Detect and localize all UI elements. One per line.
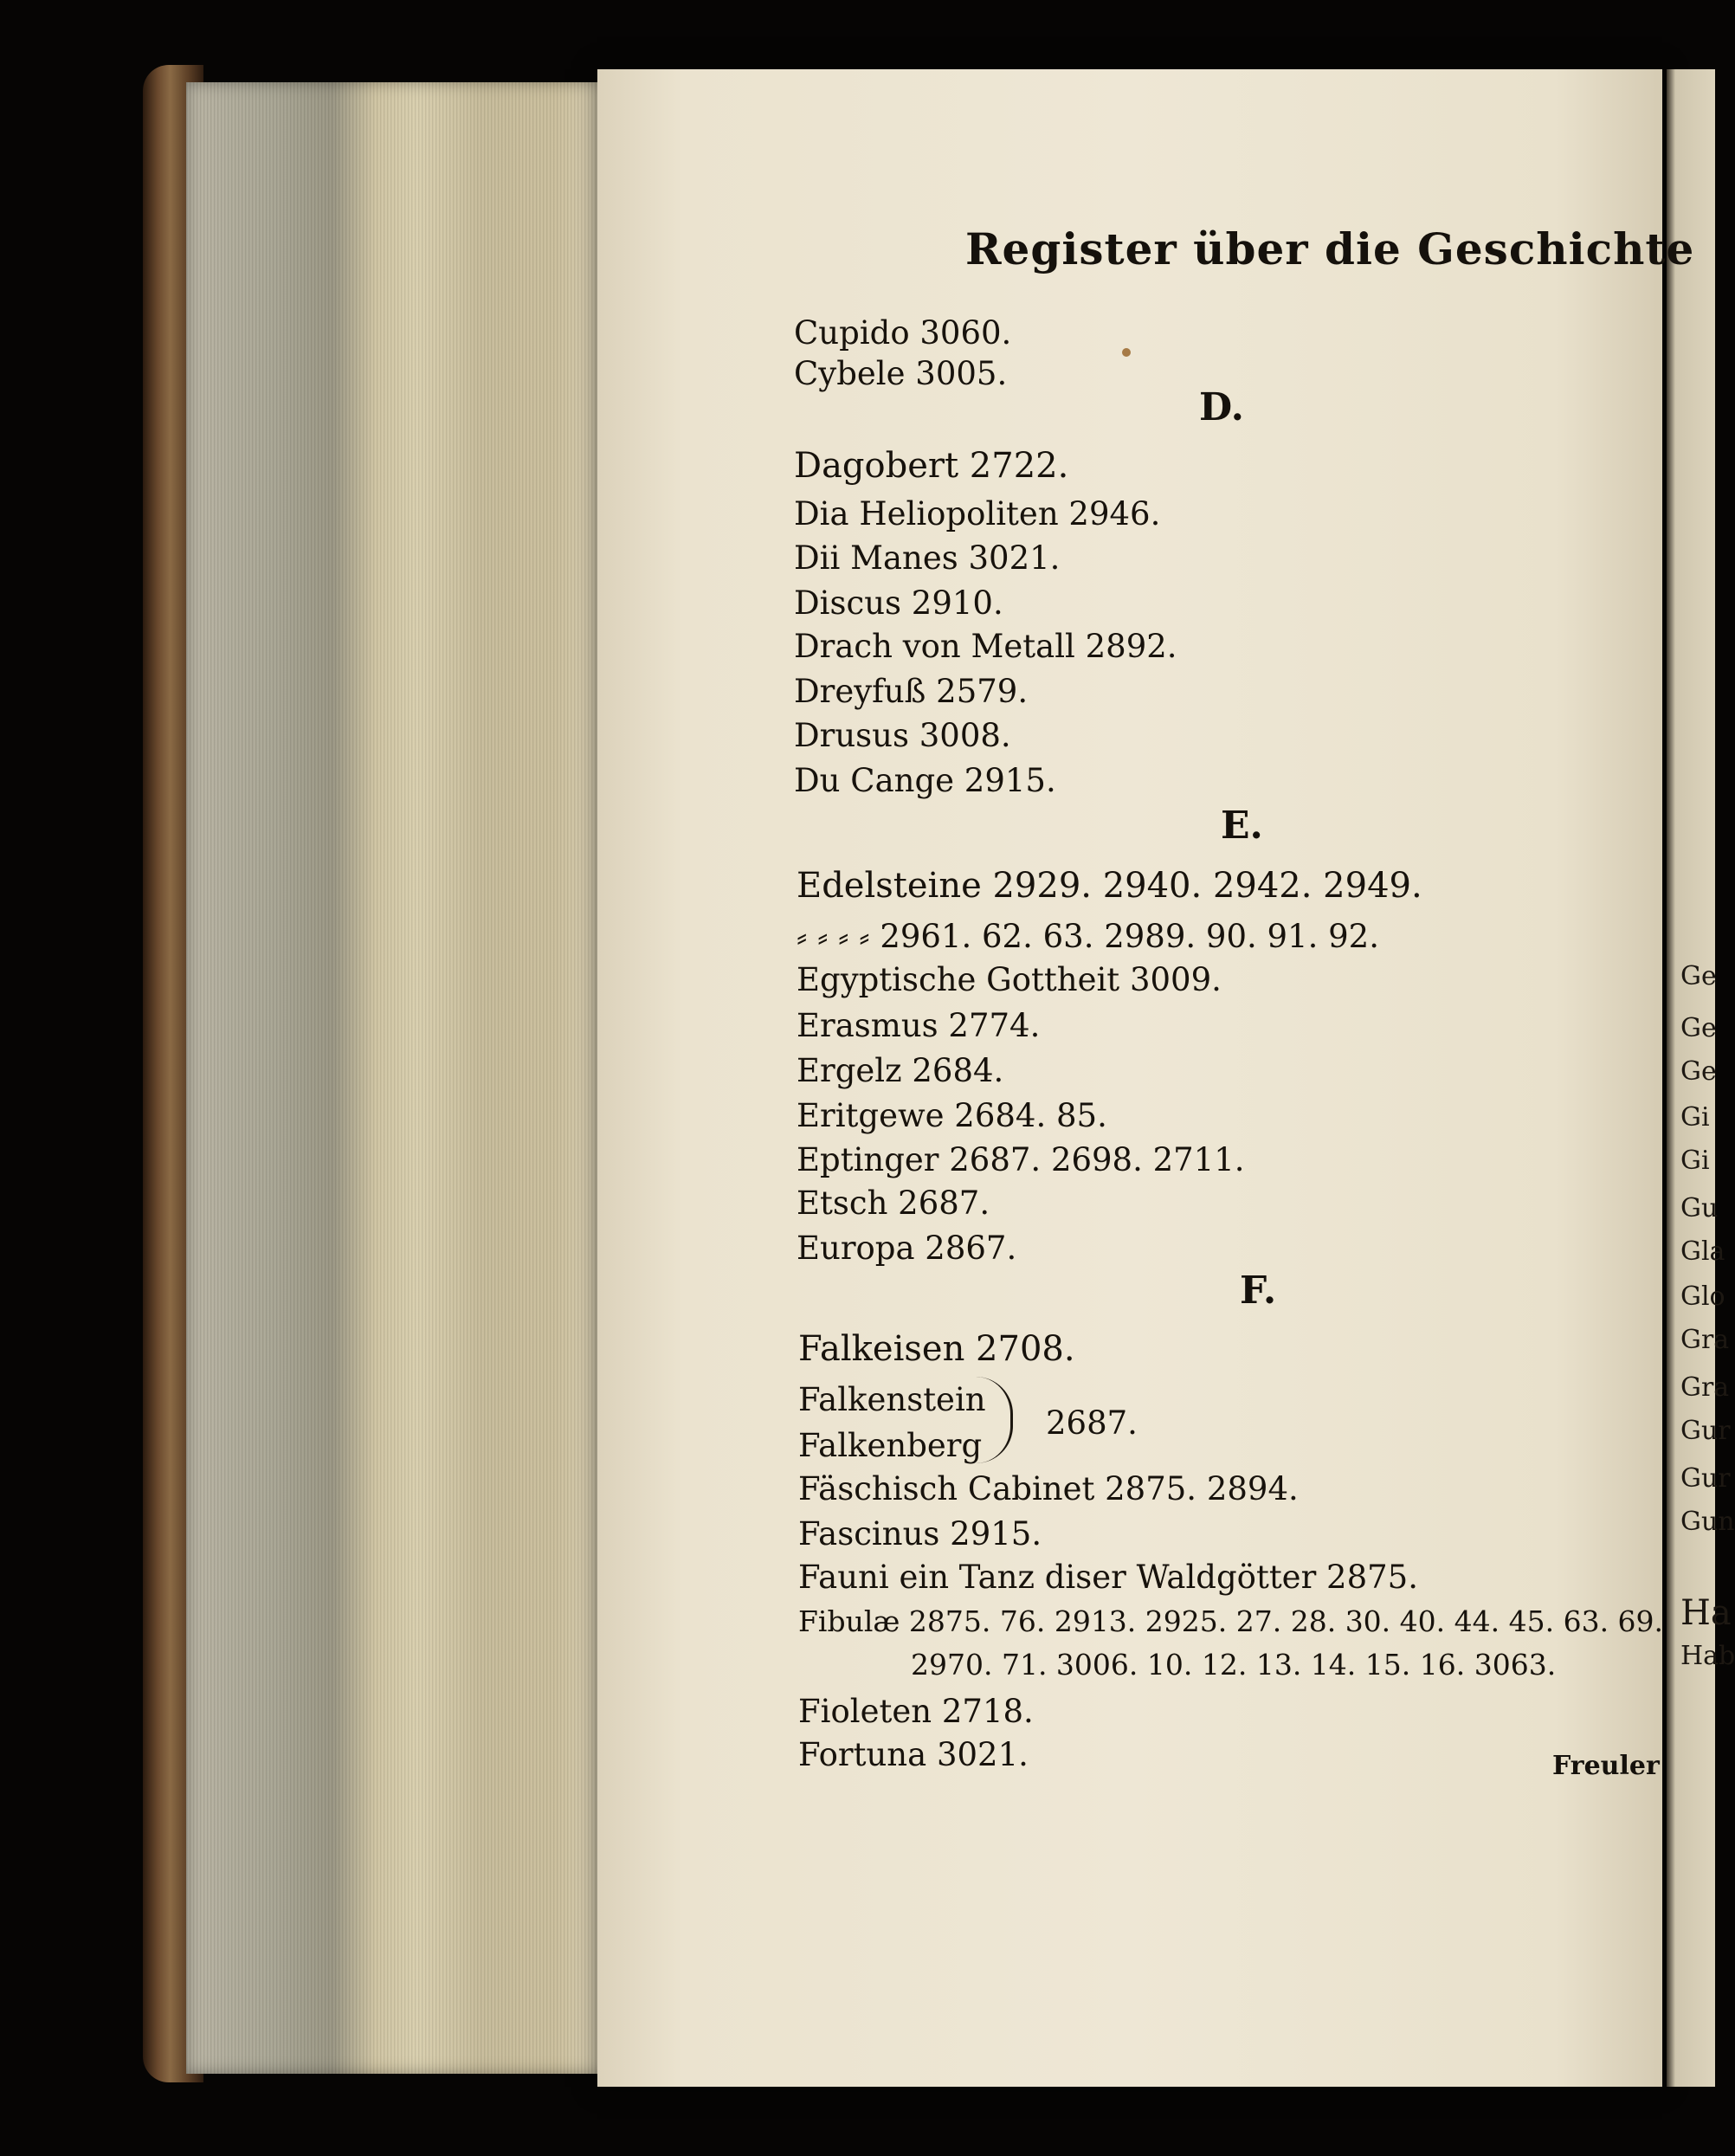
adjacent-page-fragment: Gra — [1680, 1372, 1730, 1403]
adjacent-page-fragment: Gun — [1680, 1507, 1735, 1537]
page-edges — [186, 82, 606, 2074]
index-entry: Ergelz 2684. — [797, 1052, 1004, 1089]
section-letter: F. — [1240, 1268, 1277, 1313]
index-entry: Dii Manes 3021. — [794, 539, 1061, 577]
index-entry: Drusus 3008. — [794, 717, 1011, 754]
adjacent-page-fragment: Gi — [1680, 1146, 1710, 1176]
index-entry: Fauni ein Tanz diser Waldgötter 2875. — [798, 1559, 1418, 1596]
index-entry: Cybele 3005. — [794, 355, 1008, 392]
adjacent-page-fragment: Gla — [1680, 1236, 1725, 1267]
index-entry: Falkenstein — [798, 1381, 986, 1418]
section-letter: D. — [1199, 385, 1244, 429]
index-entry: Fascinus 2915. — [798, 1515, 1042, 1552]
index-entry: Eritgewe 2684. 85. — [797, 1097, 1107, 1134]
index-entry: Fioleten 2718. — [798, 1693, 1034, 1730]
adjacent-page-fragment: Glo — [1680, 1281, 1725, 1312]
index-entry: Egyptische Gottheit 3009. — [797, 961, 1222, 998]
adjacent-page-fragment: Gur — [1680, 1416, 1731, 1446]
index-entry: Etsch 2687. — [797, 1185, 990, 1222]
adjacent-page-fragment: Ge — [1680, 961, 1717, 991]
index-entry: Cupido 3060. — [794, 314, 1012, 352]
index-entry: Fortuna 3021. — [798, 1736, 1029, 1773]
index-entry: ⸗ ⸗ ⸗ ⸗ 2961. 62. 63. 2989. 90. 91. 92. — [797, 918, 1379, 955]
index-entry: Dia Heliopoliten 2946. — [794, 495, 1161, 533]
index-entry: Fibulæ 2875. 76. 2913. 2925. 27. 28. 30. 40. 44. 45. 63. 69. — [798, 1604, 1664, 1638]
adjacent-page-fragment: Gur — [1680, 1463, 1731, 1494]
index-entry: Eptinger 2687. 2698. 2711. — [797, 1141, 1245, 1178]
adjacent-page-fragment: Gi — [1680, 1102, 1710, 1133]
index-entry: Discus 2910. — [794, 584, 1003, 622]
index-entry: Edelsteine 2929. 2940. 2942. 2949. — [797, 866, 1422, 906]
index-entry: Dreyfuß 2579. — [794, 673, 1029, 710]
index-entry: 2970. 71. 3006. 10. 12. 13. 14. 15. 16. 3063. — [911, 1648, 1557, 1682]
index-entry: Du Cange 2915. — [794, 762, 1056, 799]
adjacent-page-fragment: Ge — [1680, 1013, 1717, 1043]
adjacent-page-fragment: Ge — [1680, 1056, 1717, 1087]
index-entry: Drach von Metall 2892. — [794, 628, 1177, 665]
paper-stain — [1122, 348, 1131, 357]
adjacent-page-fragment: Hab — [1680, 1641, 1735, 1671]
index-entry: 2687. — [1046, 1404, 1138, 1442]
adjacent-page-fragment: Gra — [1680, 1325, 1730, 1355]
adjacent-page-fragment: Ha — [1680, 1593, 1732, 1633]
index-entry: Falkeisen 2708. — [798, 1329, 1075, 1369]
book-page — [597, 69, 1662, 2087]
catchword: Freuler — [1552, 1751, 1660, 1781]
adjacent-page-fragment: Gu — [1680, 1193, 1719, 1223]
index-entry: Fäschisch Cabinet 2875. 2894. — [798, 1470, 1299, 1507]
index-entry: Falkenberg — [798, 1427, 983, 1464]
index-entry: Dagobert 2722. — [794, 446, 1069, 486]
section-letter: E. — [1221, 804, 1263, 848]
adjacent-page-edge — [1667, 69, 1735, 2087]
page-header: Register über die Geschichte — [965, 223, 1695, 274]
index-entry: Erasmus 2774. — [797, 1007, 1041, 1044]
index-entry: Europa 2867. — [797, 1230, 1017, 1267]
